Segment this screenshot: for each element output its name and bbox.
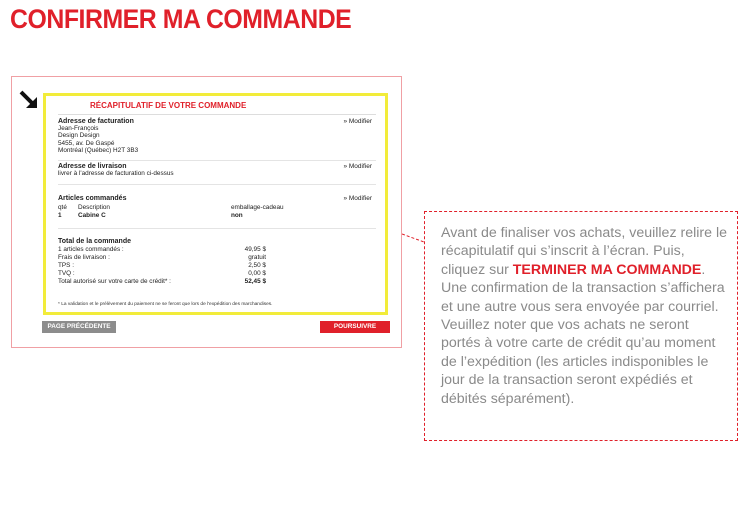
totals-section <box>58 238 376 298</box>
total-row <box>58 254 376 262</box>
instructions-callout <box>424 211 738 441</box>
summary-title: RÉCAPITULATIF DE VOTRE COMMANDE <box>90 101 247 110</box>
modify-billing-link[interactable]: » Modifier <box>343 118 372 125</box>
totals-heading: Total de la commande <box>58 238 131 245</box>
callout-connector <box>402 232 426 244</box>
divider <box>58 114 376 115</box>
item-qty: 1 <box>58 212 62 219</box>
total-value: 0,00 $ <box>248 270 266 277</box>
total-row <box>58 246 376 254</box>
billing-line: Design Design <box>58 132 100 140</box>
shipping-line: livrer à l'adresse de facturation ci-dessus <box>58 170 174 178</box>
divider <box>58 228 376 229</box>
total-row <box>58 262 376 270</box>
divider <box>58 184 376 185</box>
callout-text: Avant de finaliser vos achats, veuillez relire le récapitulatif qui s’inscrit à l’écran. Puis, cliquez sur <box>441 225 727 278</box>
grand-total-row <box>58 278 376 286</box>
arrow-down-right-icon <box>18 89 40 111</box>
screenshot-frame <box>11 76 402 348</box>
billing-line: Montréal (Québec) H2T 3B3 <box>58 146 139 154</box>
modify-items-link[interactable]: » Modifier <box>343 195 372 202</box>
total-value: gratuit <box>248 254 266 261</box>
divider <box>58 160 376 161</box>
grand-total-label: Total autorisé sur votre carte de crédit* : <box>58 278 171 285</box>
billing-heading: Adresse de facturation <box>58 118 134 125</box>
continue-button[interactable]: POURSUIVRE <box>320 321 390 333</box>
total-value: 2,50 $ <box>248 262 266 269</box>
items-heading: Articles commandés <box>58 195 127 202</box>
modify-shipping-link[interactable]: » Modifier <box>343 163 372 170</box>
column-header-qty: qté <box>58 204 67 211</box>
billing-line: Jean-François <box>58 125 99 133</box>
page-title: CONFIRMER MA COMMANDE <box>10 4 352 34</box>
shipping-heading: Adresse de livraison <box>58 163 127 170</box>
total-row <box>58 270 376 278</box>
item-gift: non <box>231 212 243 219</box>
billing-line: 5455, av. De Gaspé <box>58 139 115 147</box>
previous-page-button[interactable]: PAGE PRÉCÉDENTE <box>42 321 116 333</box>
callout-text: . Une confirmation de la transaction s’affichera et une autre vous sera envoyée par courriel. Veuillez noter que vos achats ne seront portés à votre carte de crédit qu’au moment de l’expédition (les articles indisponibles le jour de la transaction seront expédiés et débités séparément). <box>441 261 725 407</box>
item-description: Cabine C <box>78 212 106 219</box>
column-header-description: Description <box>78 204 110 211</box>
total-label: TPS : <box>58 262 74 269</box>
callout-highlight: TERMINER MA COMMANDE <box>512 261 702 278</box>
total-label: TVQ : <box>58 270 75 277</box>
shipping-section <box>58 163 376 177</box>
column-header-gift: emballage-cadeau <box>231 204 284 211</box>
billing-section <box>58 118 376 154</box>
total-label: 1 articles commandés : <box>58 246 124 253</box>
grand-total-value: 52,45 $ <box>244 278 266 285</box>
items-section <box>58 195 376 225</box>
total-label: Frais de livraison : <box>58 254 110 261</box>
order-summary-panel <box>43 93 388 315</box>
payment-note: * La validation et le prélèvement du paiement ne se feront que lors de l'expédition des marchandises. <box>58 302 273 307</box>
total-value: 49,95 $ <box>244 246 266 253</box>
